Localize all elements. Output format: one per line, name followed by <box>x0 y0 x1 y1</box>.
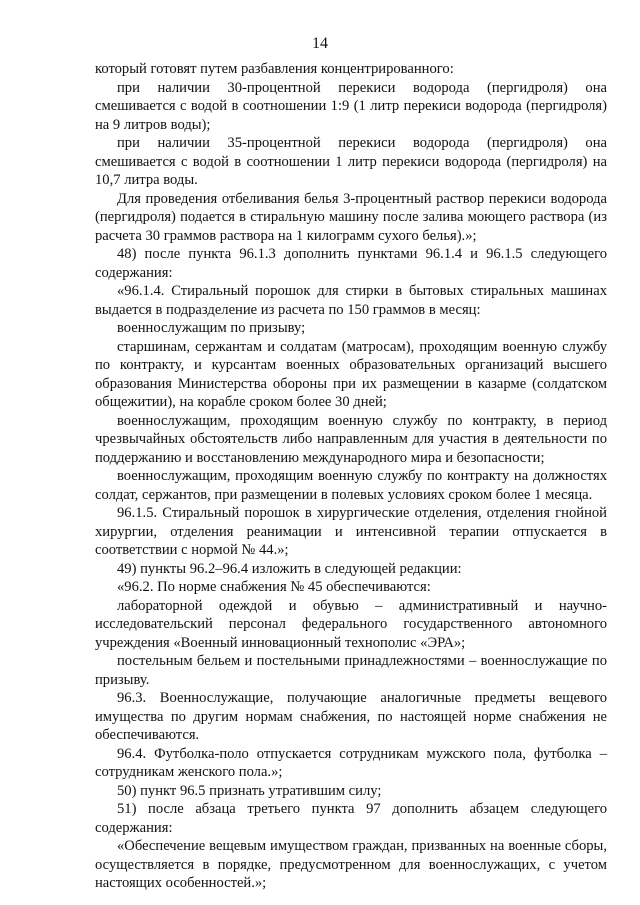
paragraph: 96.1.5. Стиральный порошок в хирургические отделения, отделения гнойной хирургии, отделения реанимации и интенсивной терапии отпускается в соответствии с нормой № 44.»; <box>95 505 607 558</box>
paragraph: лабораторной одеждой и обувью – административный и научно-исследовательский персонал федерального государственного автономного учреждения «Военный инновационный технополис «ЭРА»; <box>95 597 607 651</box>
paragraph: который готовят путем разбавления концентрированного: <box>95 61 454 77</box>
paragraph: 51) после абзаца третьего пункта 97 дополнить абзацем следующего содержания: <box>95 801 607 836</box>
paragraph: старшинам, сержантам и солдатам (матросам), проходящим военную службу по контракту, и курсантам военных образовательных организаций высшего образования Министерства обороны при их размещении в казарме (солдатском общежитии), на корабле сроком более 30 дней; <box>95 338 607 410</box>
paragraph: 96.4. Футболка-поло отпускается сотрудникам мужского пола, футболка – сотрудникам женского пола.»; <box>95 745 607 780</box>
paragraph: Для проведения отбеливания белья 3-процентный раствор перекиси водорода (пергидроля) подается в стиральную машину после залива моющего раствора (из расчета 30 граммов раствора на 1 килограмм сухого белья).»; <box>95 190 607 244</box>
document-body <box>95 60 607 893</box>
paragraph: 48) после пункта 96.1.3 дополнить пунктами 96.1.4 и 96.1.5 следующего содержания: <box>95 246 607 281</box>
page-number: 14 <box>312 35 328 52</box>
paragraph: 96.3. Военнослужащие, получающие аналогичные предметы вещевого имущества по другим нормам снабжения, по настоящей норме снабжения не обеспечиваются. <box>95 690 607 743</box>
paragraph: «96.1.4. Стиральный порошок для стирки в бытовых стиральных машинах выдается в подразделение из расчета по 150 граммов в месяц: <box>95 283 607 318</box>
paragraph: военнослужащим, проходящим военную службу по контракту на должностях солдат, сержантов, при размещении в полевых условиях сроком более 1 месяца. <box>95 468 607 503</box>
paragraph: при наличии 35-процентной перекиси водорода (пергидроля) она смешивается с водой в соотношении 1 литр перекиси водорода (пергидроля) на 10,7 литра воды. <box>95 135 607 188</box>
paragraph: военнослужащим, проходящим военную службу по контракту, в период чрезвычайных обстоятельств либо направленным для участия в деятельности по поддержанию и восстановлению международного мира и безопасности; <box>95 412 607 466</box>
paragraph: «Обеспечение вещевым имуществом граждан, призванных на военные сборы, осуществляется в порядке, предусмотренном для военнослужащих, с учетом настоящих особенностей.»; <box>95 838 607 891</box>
paragraph: «96.2. По норме снабжения № 45 обеспечиваются: <box>117 579 431 595</box>
paragraph: постельным бельем и постельными принадлежностями – военнослужащие по призыву. <box>95 653 607 688</box>
paragraph: военнослужащим по призыву; <box>117 320 306 336</box>
paragraph: 50) пункт 96.5 признать утратившим силу; <box>117 782 382 799</box>
paragraph: при наличии 30-процентной перекиси водорода (пергидроля) она смешивается с водой в соотношении 1:9 (1 литр перекиси водорода (пергидроля) на 9 литров воды); <box>95 79 607 133</box>
paragraph: 49) пункты 96.2–96.4 изложить в следующей редакции: <box>117 560 462 577</box>
